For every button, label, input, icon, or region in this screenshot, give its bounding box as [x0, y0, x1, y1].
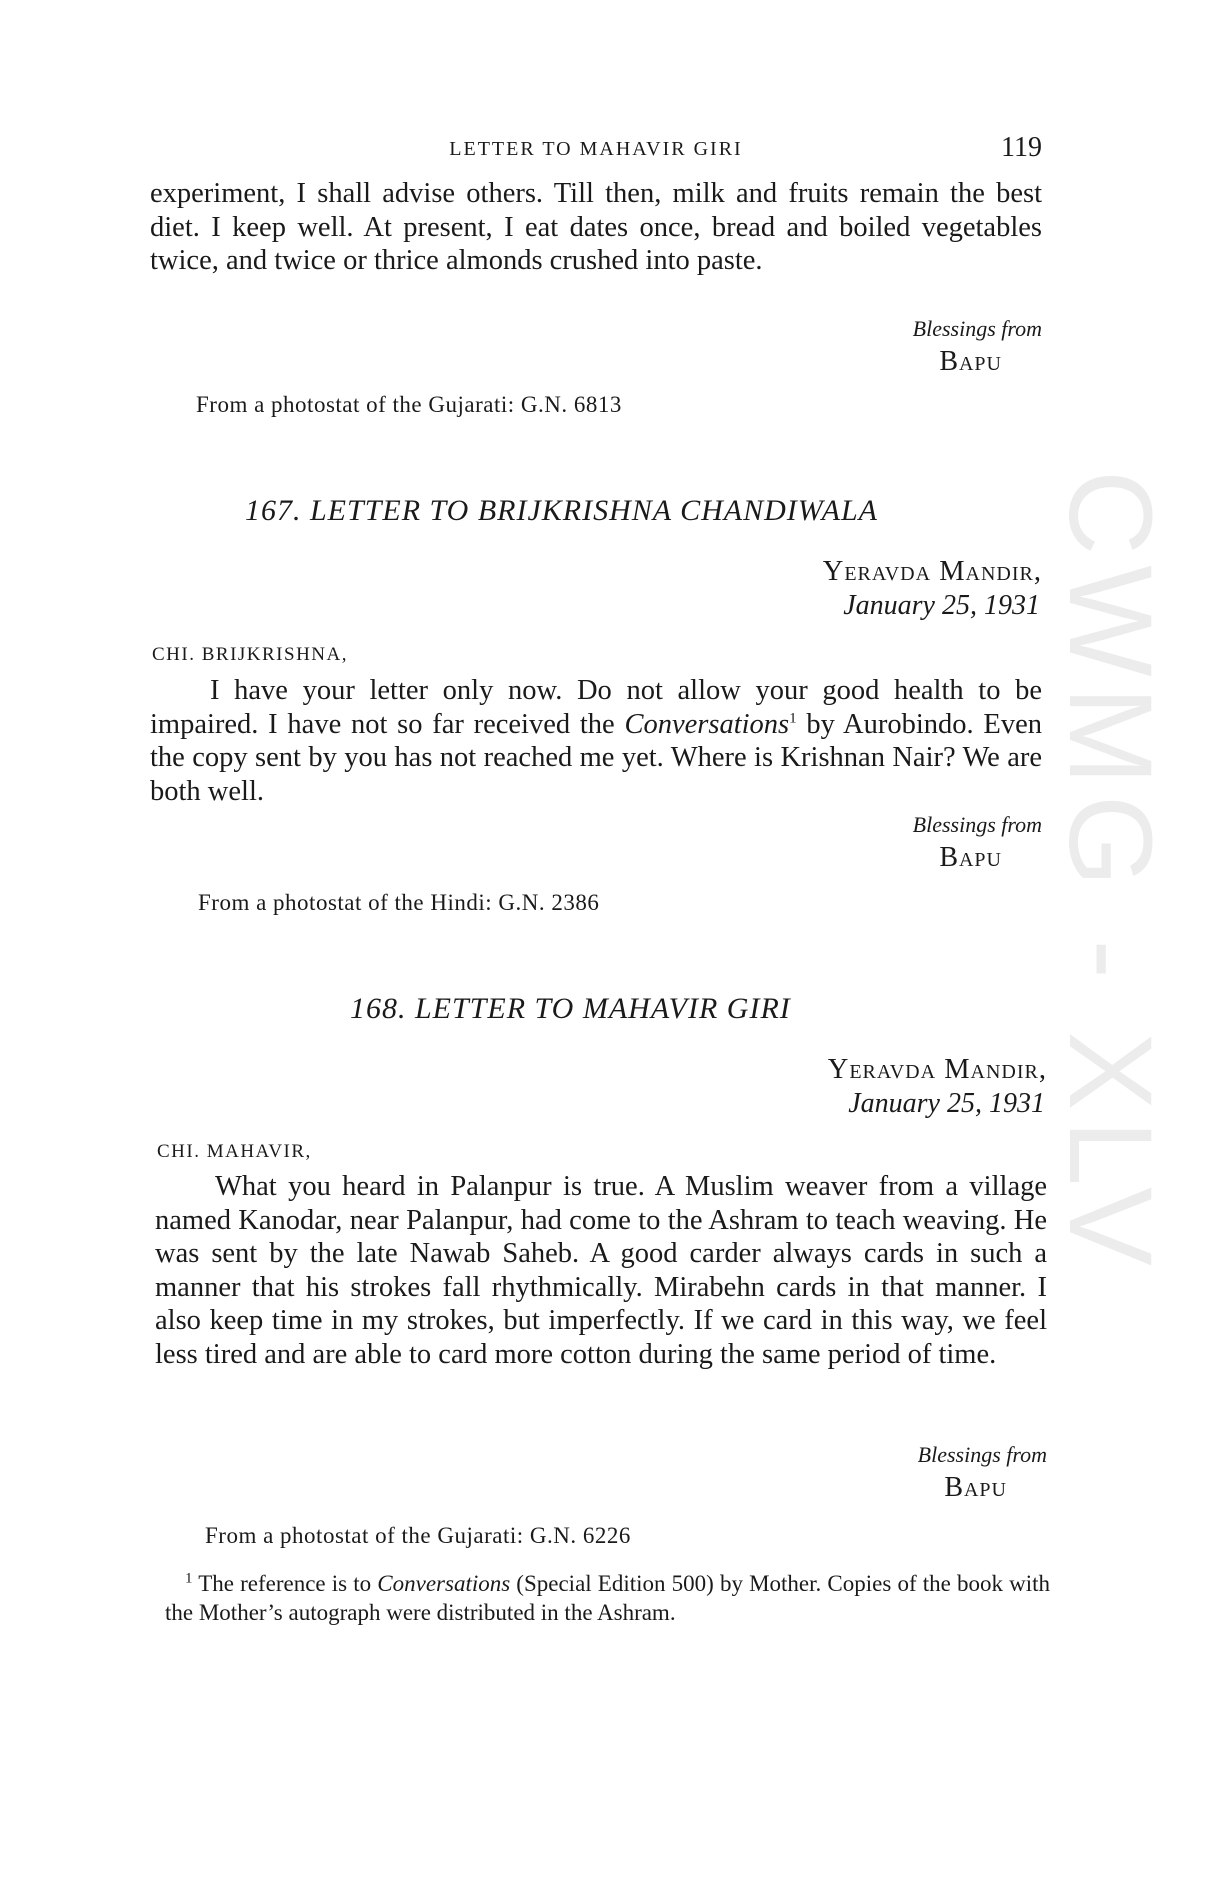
blessings-from: Blessings from — [917, 1442, 1047, 1467]
letter-body — [150, 674, 1042, 808]
book-title: Conversations — [377, 1571, 511, 1596]
source-note: From a photostat of the Gujarati: G.N. 6813 — [196, 392, 622, 417]
blessings-from: Blessings from — [912, 812, 1042, 837]
source-note: From a photostat of the Gujarati: G.N. 6226 — [205, 1523, 631, 1548]
salutation: CHI. MAHAVIR, — [157, 1141, 312, 1162]
running-title: LETTER TO MAHAVIR GIRI — [449, 138, 743, 160]
salutation: CHI. BRIJKRISHNA, — [152, 644, 348, 665]
running-head — [150, 132, 1042, 168]
letter-paragraph: What you heard in Palanpur is true. A Muslim weaver from a village named Kanodar, near Palanpur, had come to the Ashram to teach weaving. He was sent by the late Nawab Saheb. A good carder always cards in such a manner that his strokes fall rhythmically. Mirabehn cards in that manner. I also keep time in my strokes, but imperfectly. If we card in this way, we feel less tired and are able to card more cotton during the same period of time. — [155, 1171, 1047, 1370]
letter-signoff — [150, 812, 1042, 882]
letter-body — [155, 1170, 1047, 1372]
book-title: Conversations — [624, 708, 790, 740]
continuation-paragraph: experiment, I shall advise others. Till then, milk and fruits remain the best diet. I keep well. At present, I eat dates once, bread and boiled vegetables twice, and twice or thrice almonds crushed into paste. — [150, 178, 1042, 277]
continuation-block — [150, 177, 1042, 278]
footnote-text-part: The reference is to — [192, 1571, 378, 1596]
footnote-mark: 1 — [185, 1570, 193, 1587]
letter-heading: 167. LETTER TO BRIJKRISHNA CHANDIWALA — [245, 494, 878, 527]
continuation-signoff — [150, 316, 1042, 386]
place: Yeravda Mandir, — [822, 556, 1042, 587]
watermark-text: CWMG - XLV — [1044, 470, 1176, 1276]
date: January 25, 1931 — [843, 590, 1040, 621]
signature: Bapu — [944, 1472, 1007, 1503]
watermark — [1044, 470, 1188, 1430]
signature: Bapu — [939, 346, 1002, 377]
footnote-mark: 1 — [789, 710, 797, 727]
footnote-text — [165, 1569, 1050, 1627]
signature: Bapu — [939, 842, 1002, 873]
page-number: 119 — [1001, 132, 1042, 163]
letter-signoff — [155, 1442, 1047, 1512]
letter-dateline — [150, 556, 1042, 626]
footnote-text-part: (Special Edition 500) by Mother. Copies of the book with the Mother’s autograph were distributed in the Ashram. — [165, 1571, 1050, 1625]
source-note: From a photostat of the Hindi: G.N. 2386 — [198, 890, 600, 915]
blessings-from: Blessings from — [912, 316, 1042, 341]
footnote — [165, 1569, 1050, 1627]
place: Yeravda Mandir, — [827, 1054, 1047, 1085]
letter-paragraph — [150, 674, 1042, 808]
letter-heading: 168. LETTER TO MAHAVIR GIRI — [350, 992, 791, 1025]
paragraph-text: by Aurobindo. Even the copy sent by you has not reached me yet. Where is Krishnan Nair? We are both well. — [150, 708, 1042, 807]
letter-dateline — [155, 1054, 1047, 1124]
date: January 25, 1931 — [848, 1088, 1045, 1119]
paragraph-text: I have your letter only now. Do not allow your good health to be impaired. I have not so far received the — [150, 675, 1042, 740]
